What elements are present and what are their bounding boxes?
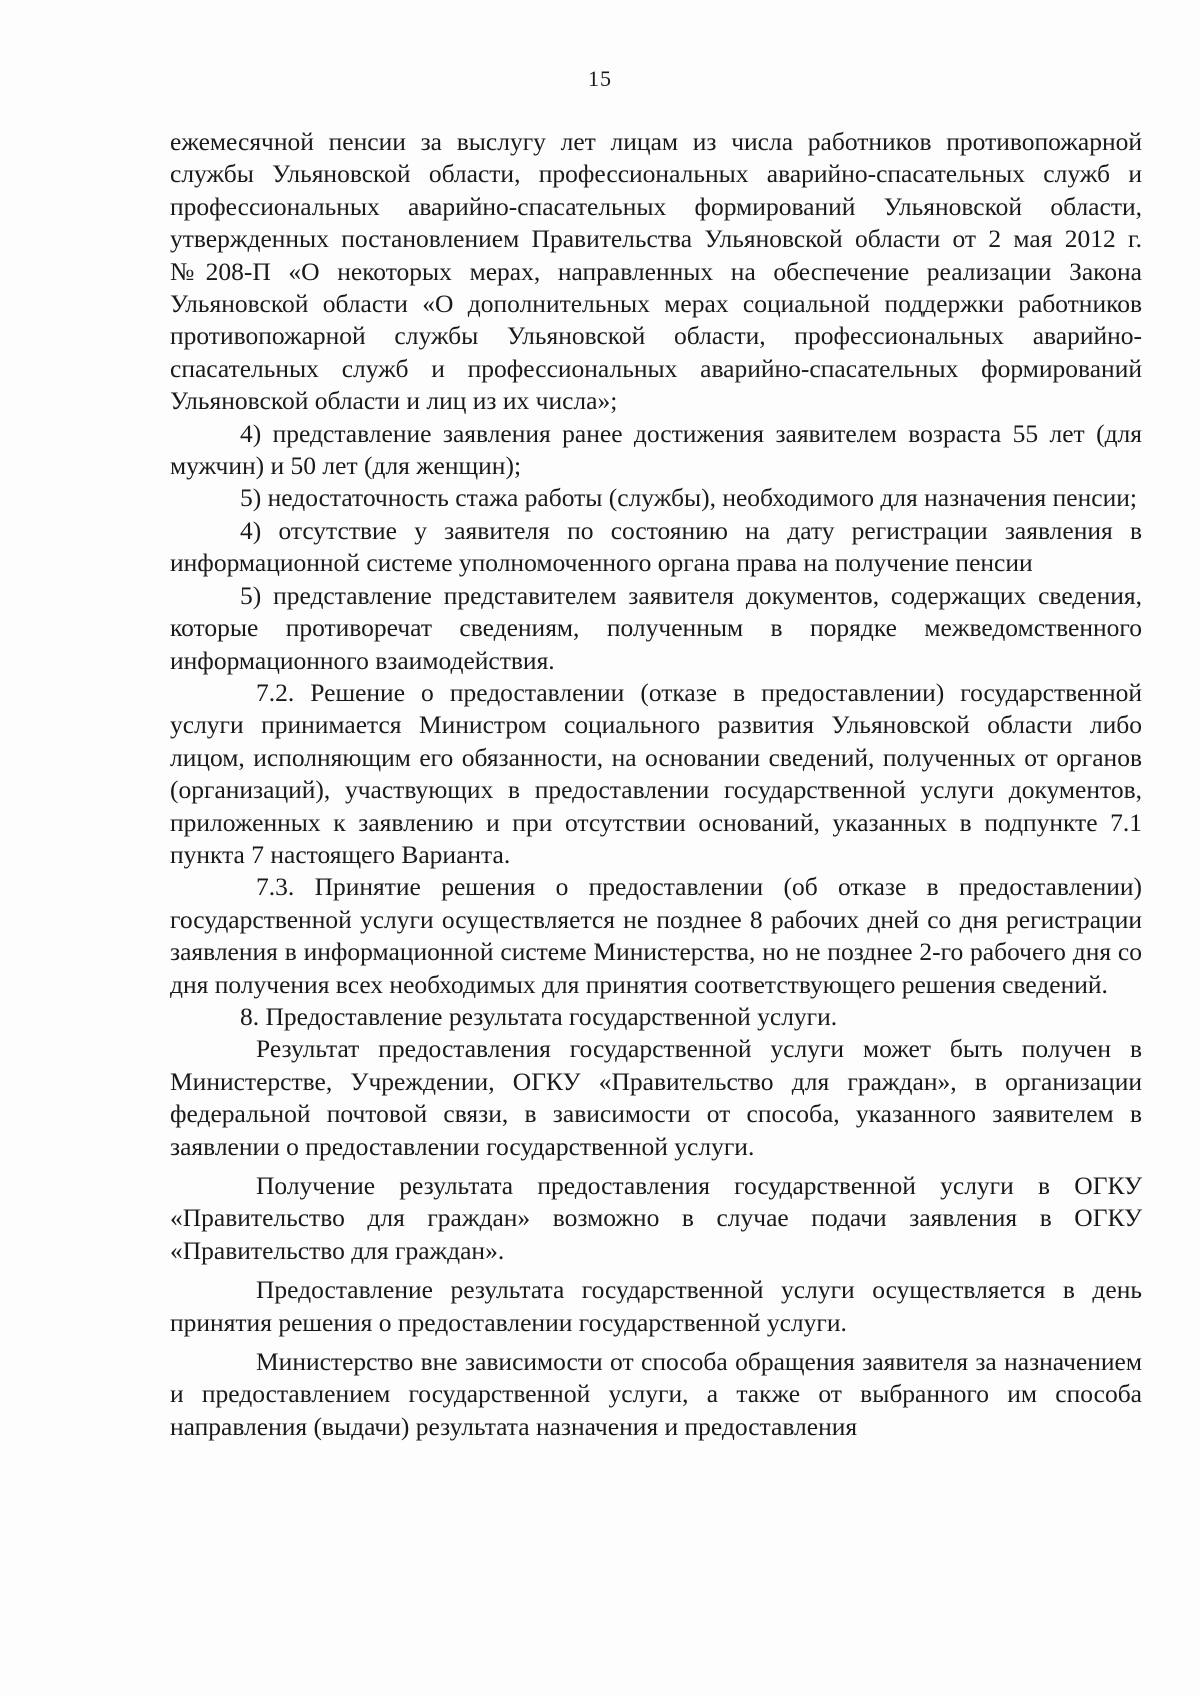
paragraph-item-5-experience: 5) недостаточность стажа работы (службы), необходимого для назначения пенсии; — [240, 483, 1137, 513]
page-number: 15 — [588, 66, 612, 91]
paragraph-8-heading: 8. Предоставление результата государственной услуги. — [240, 1001, 838, 1031]
paragraph-result-day: Предоставление результата государственной услуги осуществляется в день принятия решения о предоставлении государственной услуги. — [170, 1275, 1142, 1337]
paragraph-item-4-age: 4) представление заявления ранее достижения заявителем возраста 55 лет (для мужчин) и 50 лет (для женщин); — [170, 418, 1142, 481]
paragraph-7-3: 7.3. Принятие решения о предоставлении (об отказе в предоставлении) государственной услуги осуществляется не позднее 8 рабочих дней со дня регистрации заявления в информационной системе Министерства, но не позднее 2-го рабочего дня со дня получения всех необходимых для принятия соответствующего решения сведений. — [170, 872, 1142, 999]
paragraph-pension-continuation: ежемесячной пенсии за выслугу лет лицам из числа работников противопожарной службы Ульяновской области, профессиональных аварийно-спасательных служб и профессиональных аварийно-спасательных формирований Ульяновской области, утвержденных постановлением Правительства Ульяновской области от 2 мая 2012 г. №208-П «О некоторых мерах, направленных на обеспечение реализации Закона Ульяновской области «О дополнительных мерах социальной поддержки работников противопожарной службы Ульяновской области, профессиональных аварийно-спасательных служб и профессиональных аварийно-спасательных формирований Ульяновской области и лиц из их числа»; — [170, 127, 1142, 416]
paragraph-item-5-contradicting: 5) представление представителем заявителя документов, содержащих сведения, которые противоречат сведениям, полученным в порядке межведомственного информационного взаимодействия. — [170, 580, 1142, 675]
paragraph-result-ogku: Получение результата предоставления государственной услуги в ОГКУ «Правительство для граждан» возможно в случае подачи заявления в ОГКУ «Правительство для граждан». — [170, 1171, 1142, 1265]
paragraph-result-places: Результат предоставления государственной услуги может быть получен в Министерстве, Учреждении, ОГКУ «Правительство для граждан», в организации федеральной почтовой связи, в зависимости от способа, указанного заявителем в заявлении о предоставлении государственной услуги. — [170, 1034, 1142, 1161]
paragraph-7-2: 7.2. Решение о предоставлении (отказе в предоставлении) государственной услуги принимается Министром социального развития Ульяновской области либо лицом, исполняющим его обязанности, на основании сведений, полученных от органов (организаций), участвующих в предоставлении государственной услуги документов, приложенных к заявлению и при отсутствии оснований, указанных в подпункте 7.1 пункта 7 настоящего Варианта. — [170, 677, 1142, 869]
document-body — [170, 126, 1142, 1443]
paragraph-ministry: Министерство вне зависимости от способа обращения заявителя за назначением и предоставлением государственной услуги, а также от выбранного им способа направления (выдачи) результата назначения и предоставления — [170, 1347, 1142, 1441]
paragraph-item-4-no-right: 4) отсутствие у заявителя по состоянию на дату регистрации заявления в информационной системе уполномоченного органа права на получение пенсии — [170, 515, 1142, 578]
